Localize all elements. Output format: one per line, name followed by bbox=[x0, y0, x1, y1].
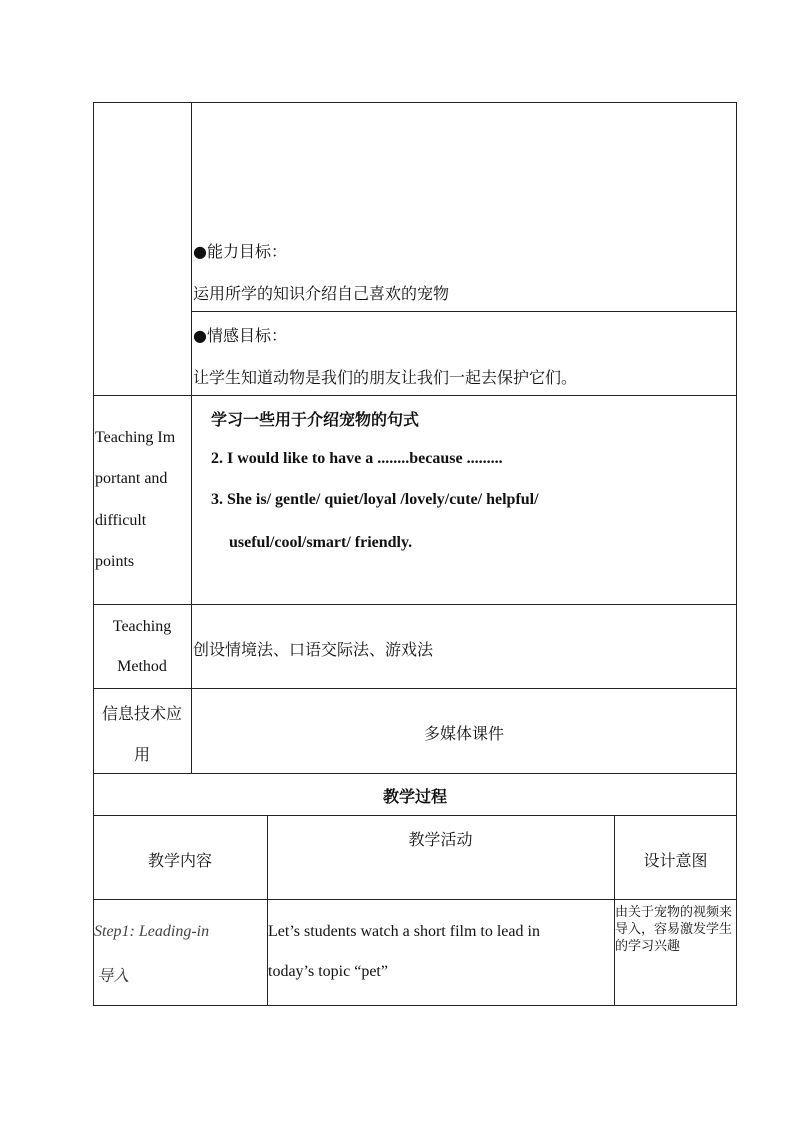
ability-objective-text: 运用所学的知识介绍自己喜欢的宠物 bbox=[193, 284, 450, 303]
design-intent: 由关于宠物的视频来导入，容易激发学生的学习兴趣 bbox=[615, 905, 733, 954]
step-subtitle: 导入 bbox=[97, 966, 130, 985]
header-content: 教学内容 bbox=[147, 851, 212, 870]
method-value: 创设情境法、口语交际法、游戏法 bbox=[193, 640, 434, 659]
important-point-item: 3. She is/ gentle/ quiet/loyal /lovely/cute/ helpful/ bbox=[211, 491, 539, 508]
step-title: Step1: Leading-in bbox=[94, 923, 210, 940]
activity-line: Let’s students watch a short film to lead in bbox=[268, 923, 540, 940]
process-title: 教学过程 bbox=[382, 787, 447, 806]
important-point-item: 学习一些用于介绍宠物的句式 bbox=[211, 410, 420, 429]
important-point-item: useful/cool/smart/ friendly. bbox=[229, 534, 413, 551]
header-activity: 教学活动 bbox=[408, 830, 473, 849]
important-point-item: 2. I would like to have a ........because ......... bbox=[211, 450, 503, 467]
emotion-objective-label: ●情感目标： bbox=[193, 326, 287, 345]
activity-line: today’s topic “pet” bbox=[268, 963, 388, 980]
it-application-value: 多媒体课件 bbox=[423, 724, 504, 743]
ability-objective-label: ●能力目标： bbox=[193, 242, 287, 261]
emotion-objective-text: 让学生知道动物是我们的朋友让我们一起去保护它们。 bbox=[193, 368, 578, 387]
header-intent: 设计意图 bbox=[643, 851, 708, 870]
